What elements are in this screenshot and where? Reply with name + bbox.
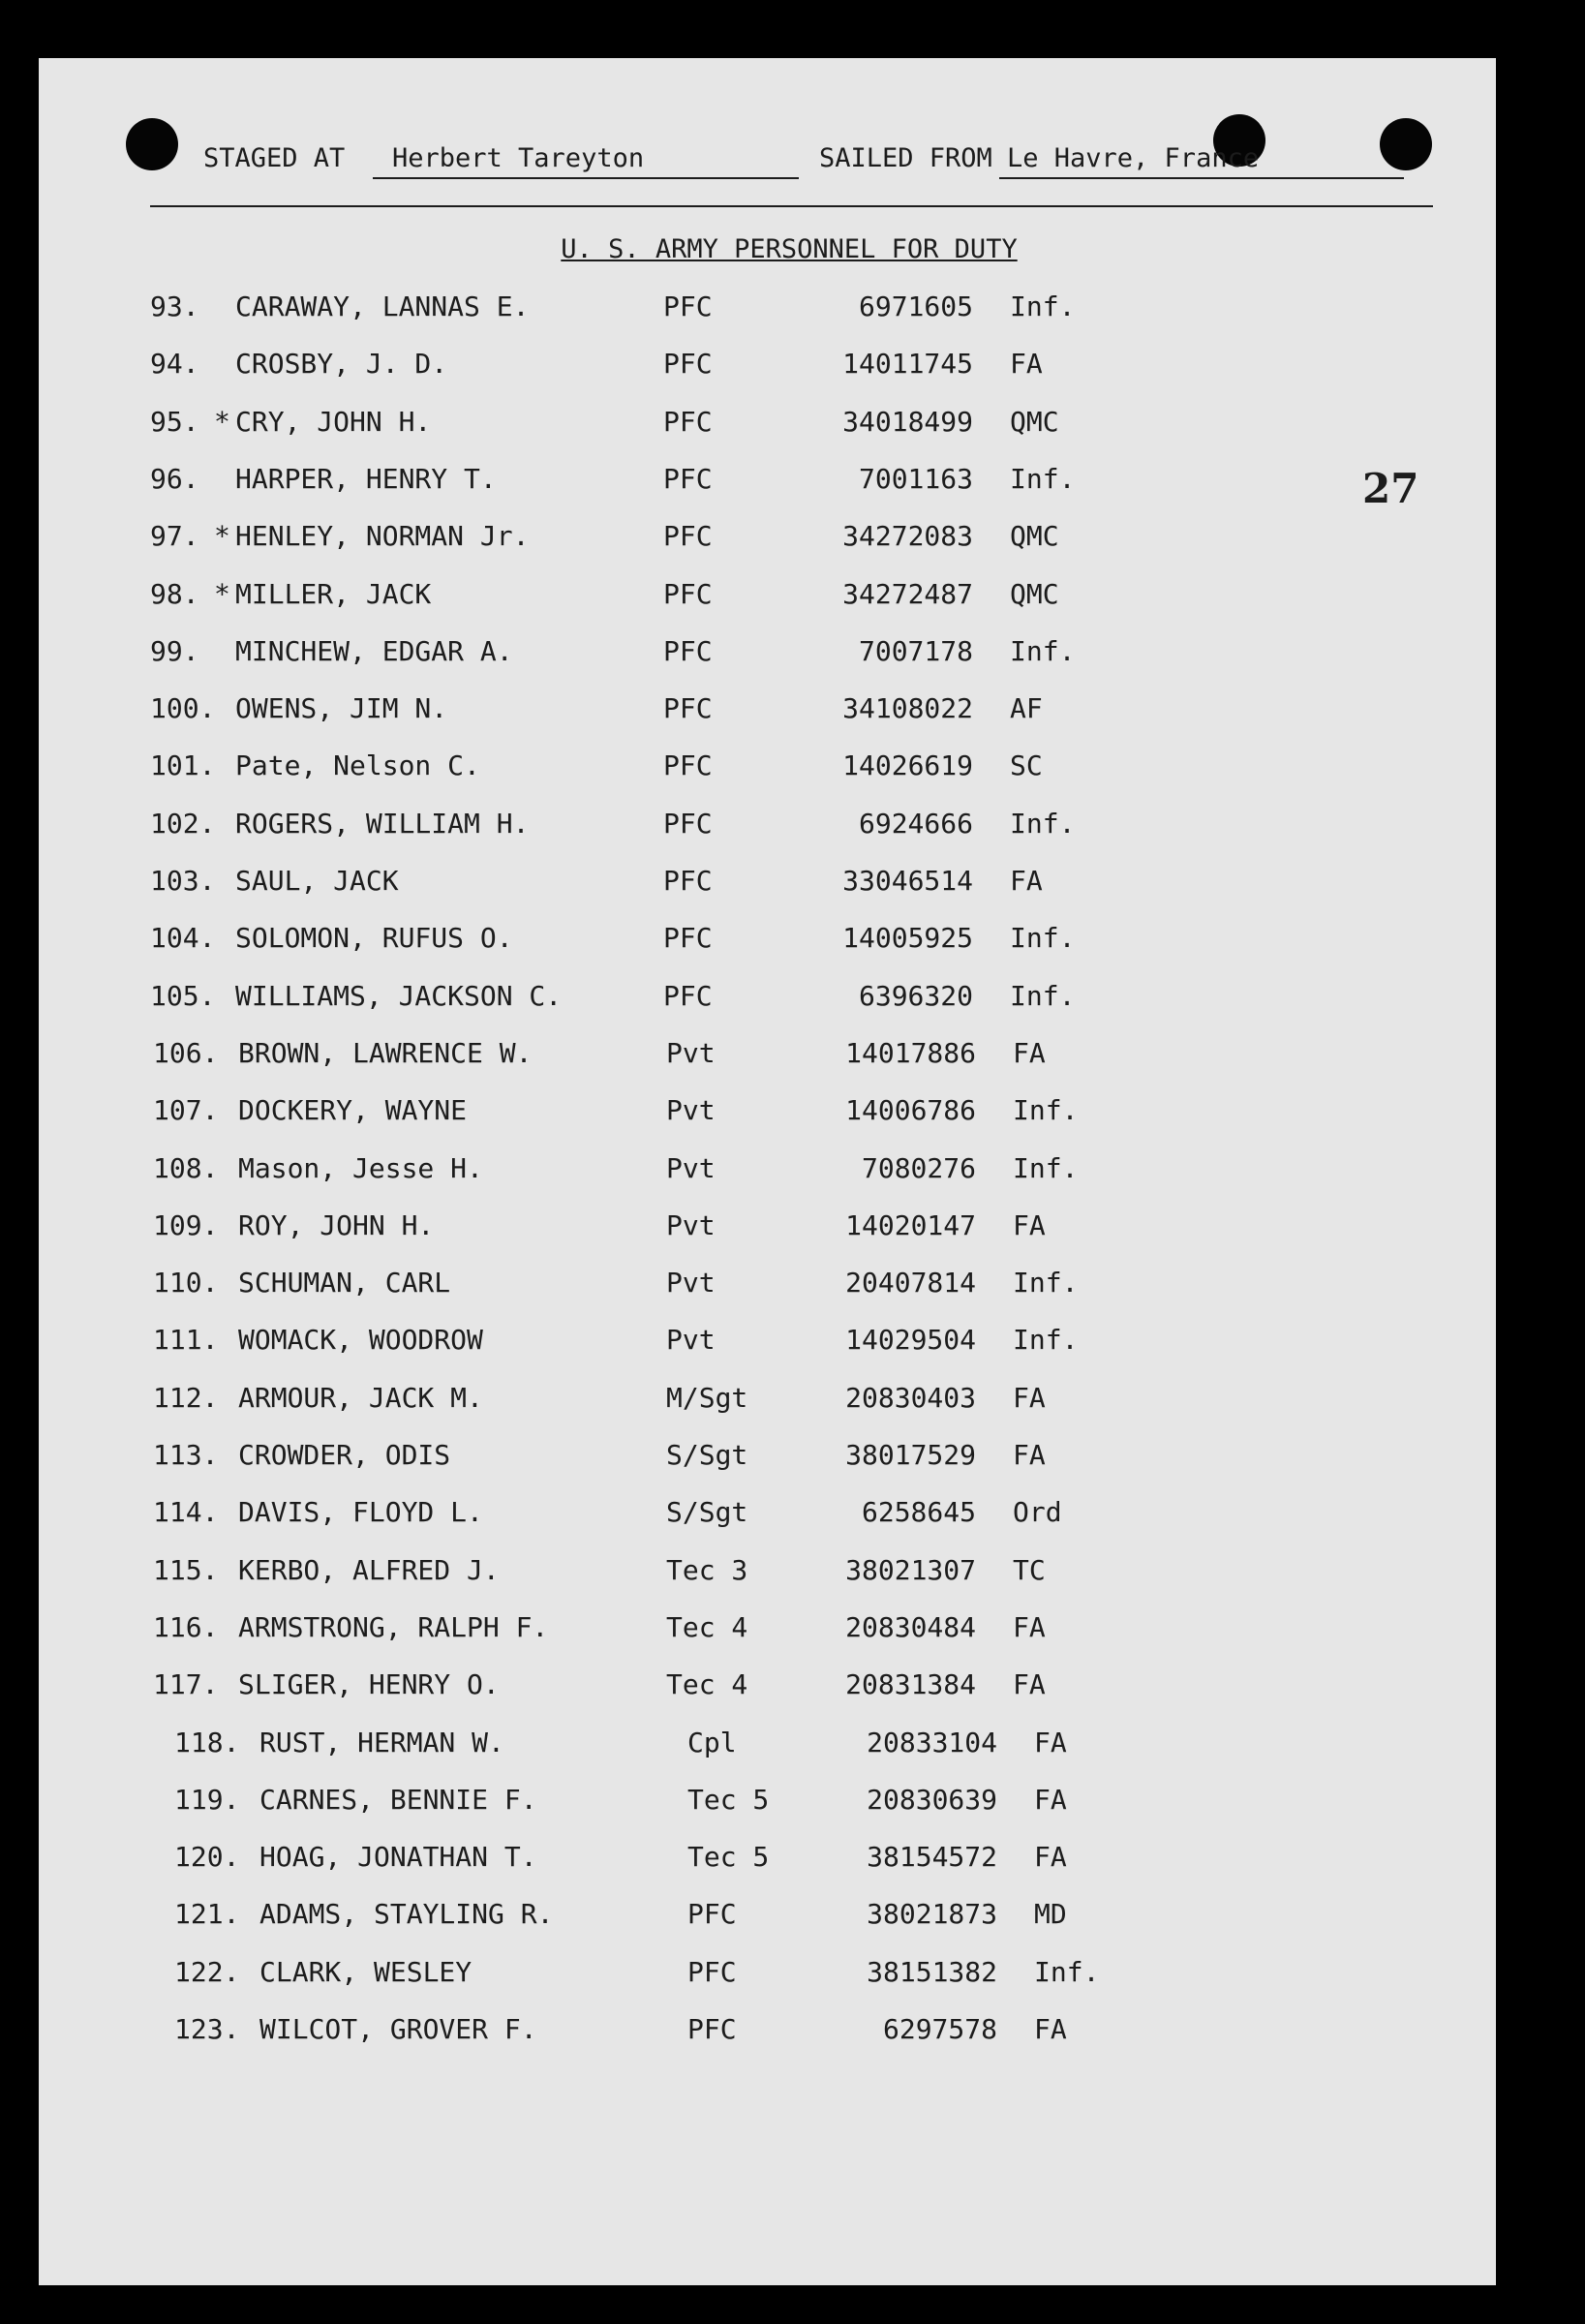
branch: FA — [1013, 1382, 1046, 1414]
rank: Tec 3 — [666, 1554, 748, 1586]
branch: Inf. — [1034, 1956, 1100, 1988]
staged-value — [373, 143, 799, 179]
entry-number: 113. — [153, 1439, 219, 1471]
branch: Inf. — [1013, 1152, 1079, 1184]
entry-number: 123. — [174, 2013, 240, 2045]
person-name: ROGERS, WILLIAM H. — [235, 808, 530, 840]
serial-number: 33046514 — [842, 865, 973, 897]
person-name: OWENS, JIM N. — [235, 692, 448, 724]
rank: Pvt — [666, 1152, 716, 1184]
rank: Cpl — [687, 1727, 737, 1758]
serial-number: 38021307 — [845, 1554, 976, 1586]
rank: S/Sgt — [666, 1496, 748, 1528]
serial-number: 14026619 — [842, 749, 973, 781]
serial-number: 34272083 — [842, 520, 973, 552]
sailed-value — [999, 143, 1404, 179]
entry-number: 118. — [174, 1727, 240, 1758]
person-name: WILCOT, GROVER F. — [259, 2013, 537, 2045]
branch: AF — [1010, 692, 1043, 724]
rank: PFC — [687, 1898, 737, 1930]
person-name: BROWN, LAWRENCE W. — [238, 1037, 533, 1069]
entry-number: 121. — [174, 1898, 240, 1930]
serial-number: 34272487 — [842, 578, 973, 610]
branch: FA — [1034, 1727, 1067, 1758]
branch: FA — [1010, 865, 1043, 897]
branch: Inf. — [1010, 980, 1076, 1012]
serial-number: 34108022 — [842, 692, 973, 724]
person-name: DAVIS, FLOYD L. — [238, 1496, 483, 1528]
entry-number: 116. — [153, 1611, 219, 1643]
rank: M/Sgt — [666, 1382, 748, 1414]
branch: FA — [1034, 1784, 1067, 1816]
branch: FA — [1034, 2013, 1067, 2045]
branch: MD — [1034, 1898, 1067, 1930]
serial-number: 14011745 — [842, 348, 973, 380]
person-name: Mason, Jesse H. — [238, 1152, 483, 1184]
person-name: MINCHEW, EDGAR A. — [235, 635, 513, 667]
serial-number: 6258645 — [861, 1496, 976, 1528]
entry-number: 106. — [153, 1037, 219, 1069]
rank: PFC — [663, 520, 713, 552]
person-name: HOAG, JONATHAN T. — [259, 1841, 537, 1873]
rank: PFC — [663, 808, 713, 840]
serial-number: 6396320 — [858, 980, 973, 1012]
entry-number: 115. — [153, 1554, 219, 1586]
person-name: CROWDER, ODIS — [238, 1439, 451, 1471]
person-name: CARNES, BENNIE F. — [259, 1784, 537, 1816]
rank: PFC — [663, 578, 713, 610]
rank: Tec 4 — [666, 1611, 748, 1643]
rank: Pvt — [666, 1209, 716, 1241]
entry-number: 112. — [153, 1382, 219, 1414]
entry-number: 109. — [153, 1209, 219, 1241]
rank: PFC — [663, 635, 713, 667]
branch: FA — [1013, 1037, 1046, 1069]
person-name: HARPER, HENRY T. — [235, 463, 497, 495]
rank: PFC — [663, 692, 713, 724]
entry-number: 105. — [150, 980, 216, 1012]
entry-number: 94. — [150, 348, 199, 380]
person-name: CRY, JOHN H. — [235, 406, 432, 438]
serial-number: 7007178 — [858, 635, 973, 667]
entry-number: 120. — [174, 1841, 240, 1873]
staged-value-text: Herbert Tareyton — [392, 143, 645, 173]
rank: PFC — [663, 980, 713, 1012]
person-name: KERBO, ALFRED J. — [238, 1554, 500, 1586]
serial-number: 34018499 — [842, 406, 973, 438]
branch: FA — [1034, 1841, 1067, 1873]
entry-number: 114. — [153, 1496, 219, 1528]
branch: Inf. — [1010, 922, 1076, 954]
sailed-label: SAILED FROM — [819, 143, 992, 173]
person-name: ARMOUR, JACK M. — [238, 1382, 483, 1414]
rank: PFC — [687, 2013, 737, 2045]
branch: Inf. — [1013, 1324, 1079, 1356]
serial-number: 6971605 — [858, 290, 973, 322]
rank: PFC — [663, 348, 713, 380]
person-name: MILLER, JACK — [235, 578, 432, 610]
entry-number: 100. — [150, 692, 216, 724]
entry-number: 122. — [174, 1956, 240, 1988]
person-name: ROY, JOHN H. — [238, 1209, 435, 1241]
rank: Pvt — [666, 1324, 716, 1356]
rank: Pvt — [666, 1267, 716, 1299]
entry-number: 103. — [150, 865, 216, 897]
branch: Ord — [1013, 1496, 1062, 1528]
branch: FA — [1013, 1439, 1046, 1471]
serial-number: 7080276 — [861, 1152, 976, 1184]
entry-number: 117. — [153, 1668, 219, 1700]
person-name: CARAWAY, LANNAS E. — [235, 290, 530, 322]
serial-number: 14005925 — [842, 922, 973, 954]
entry-number: 98. — [150, 578, 199, 610]
header — [203, 143, 1452, 182]
rank: PFC — [663, 290, 713, 322]
person-name: WOMACK, WOODROW — [238, 1324, 483, 1356]
serial-number: 38017529 — [845, 1439, 976, 1471]
serial-number: 38154572 — [867, 1841, 997, 1873]
serial-number: 38151382 — [867, 1956, 997, 1988]
entry-number: 97. — [150, 520, 199, 552]
branch: QMC — [1010, 578, 1059, 610]
branch: Inf. — [1010, 463, 1076, 495]
rank: Tec 4 — [666, 1668, 748, 1700]
entry-number: 104. — [150, 922, 216, 954]
serial-number: 20833104 — [867, 1727, 997, 1758]
rank: Tec 5 — [687, 1784, 770, 1816]
header-rule — [150, 205, 1433, 207]
entry-number: 95. — [150, 406, 199, 438]
serial-number: 20830639 — [867, 1784, 997, 1816]
person-name: SOLOMON, RUFUS O. — [235, 922, 513, 954]
branch: FA — [1013, 1668, 1046, 1700]
person-name: ADAMS, STAYLING R. — [259, 1898, 554, 1930]
serial-number: 20831384 — [845, 1668, 976, 1700]
rank: Pvt — [666, 1094, 716, 1126]
branch: QMC — [1010, 520, 1059, 552]
branch: Inf. — [1013, 1267, 1079, 1299]
serial-number: 14029504 — [845, 1324, 976, 1356]
page-title: U. S. ARMY PERSONNEL FOR DUTY — [561, 234, 1018, 264]
branch: FA — [1010, 348, 1043, 380]
serial-number: 14017886 — [845, 1037, 976, 1069]
person-name: SAUL, JACK — [235, 865, 399, 897]
entry-number: 101. — [150, 749, 216, 781]
serial-number: 6297578 — [882, 2013, 997, 2045]
person-name: CLARK, WESLEY — [259, 1956, 472, 1988]
branch: SC — [1010, 749, 1043, 781]
rank: Tec 5 — [687, 1841, 770, 1873]
person-name: SLIGER, HENRY O. — [238, 1668, 500, 1700]
page-number: 27 — [1362, 465, 1419, 512]
branch: QMC — [1010, 406, 1059, 438]
entry-number: 99. — [150, 635, 199, 667]
rank: PFC — [663, 922, 713, 954]
person-name: SCHUMAN, CARL — [238, 1267, 451, 1299]
entry-number: 111. — [153, 1324, 219, 1356]
rank: Pvt — [666, 1037, 716, 1069]
serial-number: 14020147 — [845, 1209, 976, 1241]
person-name: DOCKERY, WAYNE — [238, 1094, 468, 1126]
branch: Inf. — [1010, 290, 1076, 322]
branch: TC — [1013, 1554, 1046, 1586]
entry-number: 102. — [150, 808, 216, 840]
serial-number: 38021873 — [867, 1898, 997, 1930]
sailed-value-text: Le Havre, France — [1007, 143, 1260, 173]
rank: PFC — [687, 1956, 737, 1988]
serial-number: 6924666 — [858, 808, 973, 840]
rank: PFC — [663, 406, 713, 438]
person-name: WILLIAMS, JACKSON C. — [235, 980, 563, 1012]
person-name: CROSBY, J. D. — [235, 348, 448, 380]
entry-number: 96. — [150, 463, 199, 495]
branch: FA — [1013, 1611, 1046, 1643]
asterisk-mark: * — [214, 520, 230, 552]
rank: PFC — [663, 463, 713, 495]
punch-hole — [126, 118, 178, 170]
rank: S/Sgt — [666, 1439, 748, 1471]
asterisk-mark: * — [214, 578, 230, 610]
serial-number: 20830484 — [845, 1611, 976, 1643]
entry-number: 108. — [153, 1152, 219, 1184]
staged-label: STAGED AT — [203, 143, 346, 173]
serial-number: 20830403 — [845, 1382, 976, 1414]
entry-number: 110. — [153, 1267, 219, 1299]
person-name: RUST, HERMAN W. — [259, 1727, 504, 1758]
branch: Inf. — [1010, 808, 1076, 840]
serial-number: 7001163 — [858, 463, 973, 495]
entry-number: 107. — [153, 1094, 219, 1126]
person-name: Pate, Nelson C. — [235, 749, 480, 781]
rank: PFC — [663, 865, 713, 897]
rank: PFC — [663, 749, 713, 781]
branch: Inf. — [1013, 1094, 1079, 1126]
branch: FA — [1013, 1209, 1046, 1241]
person-name: HENLEY, NORMAN Jr. — [235, 520, 530, 552]
person-name: ARMSTRONG, RALPH F. — [238, 1611, 549, 1643]
entry-number: 119. — [174, 1784, 240, 1816]
serial-number: 14006786 — [845, 1094, 976, 1126]
serial-number: 20407814 — [845, 1267, 976, 1299]
branch: Inf. — [1010, 635, 1076, 667]
entry-number: 93. — [150, 290, 199, 322]
document-page — [39, 58, 1496, 2285]
asterisk-mark: * — [214, 406, 230, 438]
